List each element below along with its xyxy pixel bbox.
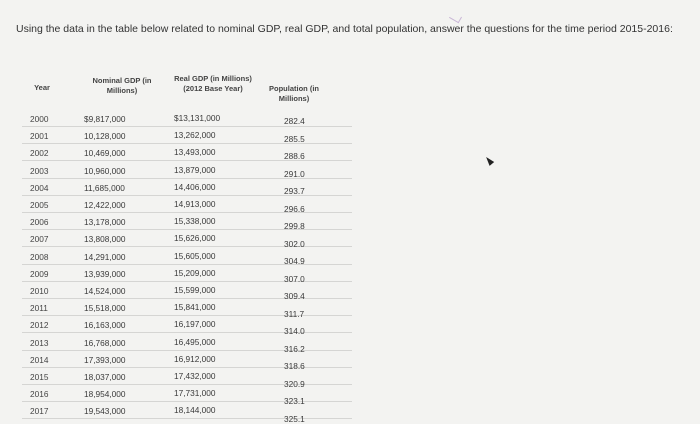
nominal-gdp-cell: 19,543,000	[84, 406, 126, 417]
real-gdp-cell: 16,197,000	[174, 319, 216, 330]
mouse-cursor-icon	[484, 155, 494, 166]
year-cell: 2013	[30, 337, 49, 348]
year-cell: 2006	[30, 217, 49, 228]
real-gdp-cell: 17,731,000	[174, 388, 216, 399]
nominal-gdp-cell: 15,518,000	[84, 303, 126, 314]
nominal-gdp-cell: 13,808,000	[84, 234, 126, 245]
year-cell: 2016	[30, 389, 49, 400]
header-real-gdp: Real GDP (in Millions) (2012 Base Year)	[174, 74, 252, 93]
population-cell: 285.5	[284, 133, 305, 144]
population-cell: 288.6	[284, 151, 305, 161]
population-cell: 304.9	[284, 256, 305, 266]
nominal-gdp-cell: 10,960,000	[84, 165, 126, 176]
year-cell: 2001	[30, 131, 49, 142]
nominal-gdp-cell: 10,128,000	[84, 131, 126, 142]
real-gdp-cell: 17,432,000	[174, 371, 216, 381]
population-cell: 307.0	[284, 273, 305, 284]
real-gdp-cell: 16,912,000	[174, 353, 216, 364]
nominal-gdp-cell: 12,422,000	[84, 200, 126, 210]
real-gdp-cell: 16,495,000	[174, 336, 216, 347]
nominal-gdp-cell: 14,291,000	[84, 251, 126, 262]
header-nominal-gdp: Nominal GDP (in Millions)	[92, 76, 152, 95]
nominal-gdp-cell: 11,685,000	[84, 182, 125, 193]
real-gdp-cell: 14,406,000	[174, 181, 216, 192]
real-gdp-cell: 15,599,000	[174, 285, 216, 295]
nominal-gdp-cell: 17,393,000	[84, 354, 126, 365]
nominal-gdp-cell: 16,163,000	[84, 320, 126, 331]
nominal-gdp-cell: 13,178,000	[84, 217, 126, 228]
real-gdp-cell: 15,605,000	[174, 250, 216, 261]
year-cell: 2011	[30, 303, 48, 314]
nominal-gdp-cell: 16,768,000	[84, 337, 126, 348]
real-gdp-cell: 15,338,000	[174, 216, 216, 227]
population-cell: 314.0	[284, 326, 305, 336]
nominal-gdp-cell: 13,939,000	[84, 268, 126, 279]
real-gdp-cell: 13,493,000	[174, 147, 216, 158]
nominal-gdp-cell: $9,817,000	[84, 114, 126, 124]
question-prompt: Using the data in the table below related to nominal GDP, real GDP, and total population, answer the questions for the time period 2015-2016:	[16, 23, 673, 35]
year-cell: 2000	[30, 114, 49, 124]
year-cell: 2003	[30, 165, 49, 176]
population-cell: 316.2	[284, 343, 305, 354]
nominal-gdp-cell: 18,037,000	[84, 372, 126, 382]
year-cell: 2002	[30, 148, 49, 159]
year-cell: 2007	[30, 234, 49, 245]
table-row-divider	[22, 126, 352, 127]
year-cell: 2012	[30, 320, 49, 331]
population-cell: 302.0	[284, 238, 305, 249]
real-gdp-cell: 18,144,000	[174, 405, 216, 416]
real-gdp-cell: 14,913,000	[174, 199, 216, 209]
nominal-gdp-cell: 18,954,000	[84, 389, 126, 400]
population-cell: 309.4	[284, 291, 305, 301]
population-cell: 282.4	[284, 116, 305, 126]
nominal-gdp-cell: 14,524,000	[84, 286, 126, 296]
real-gdp-cell: 13,879,000	[174, 164, 216, 175]
year-cell: 2004	[30, 182, 49, 193]
population-cell: 311.7	[284, 308, 305, 319]
year-cell: 2017	[30, 406, 49, 417]
population-cell: 323.1	[284, 396, 305, 406]
real-gdp-cell: 15,209,000	[174, 267, 216, 278]
year-cell: 2008	[30, 251, 49, 262]
header-year: Year	[34, 83, 50, 92]
year-cell: 2015	[30, 372, 49, 382]
year-cell: 2014	[30, 354, 49, 365]
real-gdp-cell: 15,626,000	[174, 233, 216, 244]
population-cell: 318.6	[284, 361, 305, 371]
population-cell: 299.8	[284, 221, 305, 231]
population-cell: 293.7	[284, 186, 305, 196]
header-population: Population (in Millions)	[269, 84, 319, 103]
population-cell: 320.9	[284, 378, 305, 389]
nominal-gdp-cell: 10,469,000	[84, 148, 126, 159]
real-gdp-cell: $13,131,000	[174, 113, 221, 123]
year-cell: 2010	[30, 286, 49, 296]
year-cell: 2009	[30, 268, 49, 279]
real-gdp-cell: 13,262,000	[174, 130, 216, 141]
population-cell: 291.0	[284, 168, 305, 179]
population-cell: 325.1	[284, 413, 305, 424]
real-gdp-cell: 15,841,000	[174, 302, 216, 313]
population-cell: 296.6	[284, 203, 305, 214]
year-cell: 2005	[30, 200, 49, 210]
gdp-data-table	[22, 68, 342, 424]
